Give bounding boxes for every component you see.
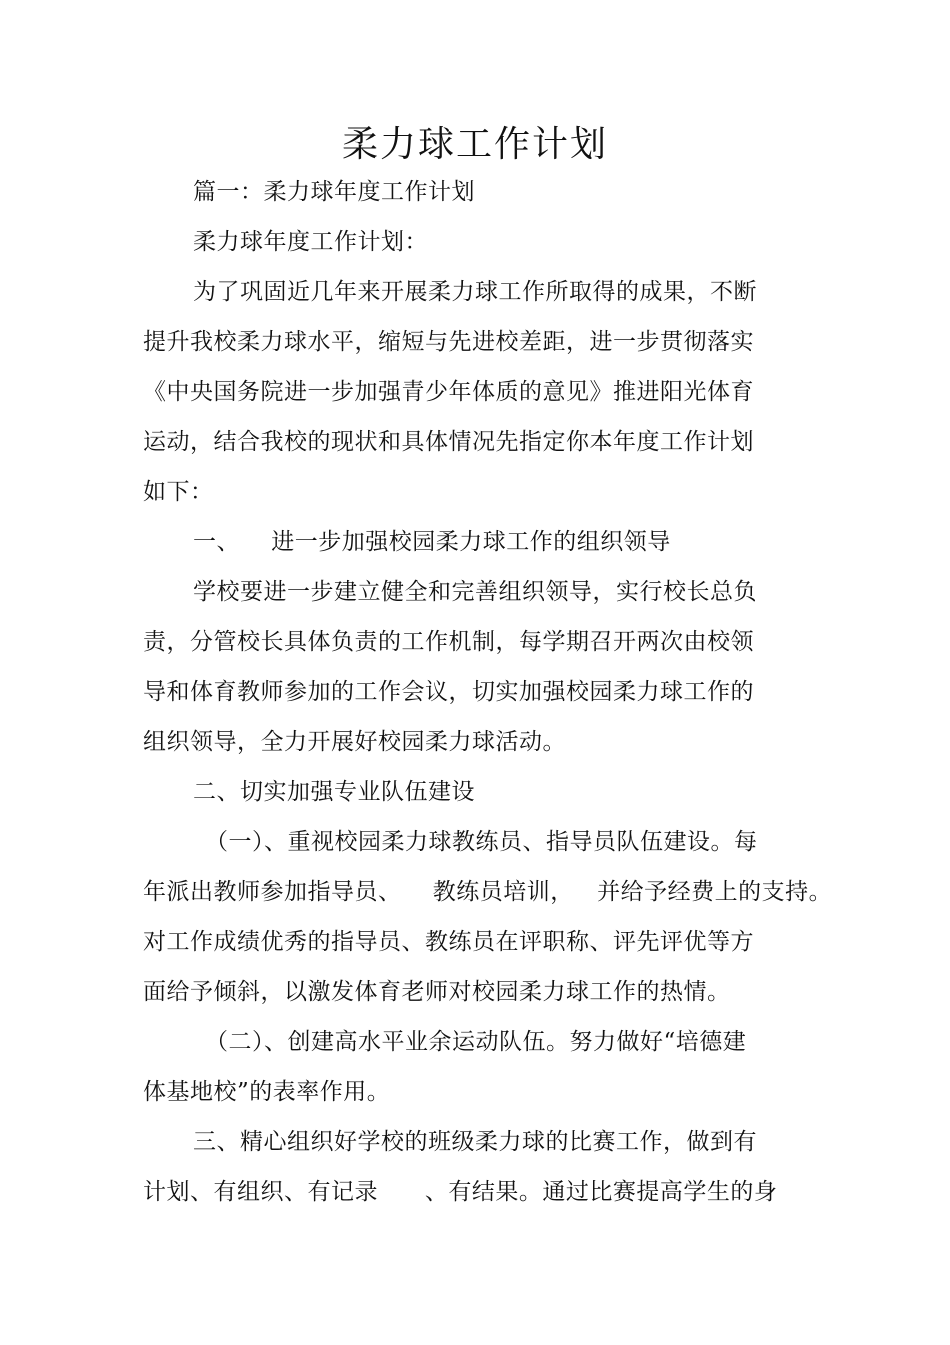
paragraph-line: 《中央国务院进一步加强青少年体质的意见》推进阳光体育 [143,379,754,405]
paragraph-line: 为了巩固近几年来开展柔力球工作所取得的成果，不断 [193,279,757,305]
subheading-three: 三、精心组织好学校的班级柔力球的比赛工作，做到有 [193,1129,757,1155]
paragraph-line: 体基地校”的表率作用。 [143,1079,391,1105]
paragraph-line: 学校要进一步建立健全和完善组织领导，实行校长总负 [193,579,757,605]
subheading-one: 一、 进一步加强校园柔力球工作的组织领导 [193,529,671,555]
paragraph-line: 组织领导，全力开展好校园柔力球活动。 [143,729,566,755]
paragraph-line: （一）、重视校园柔力球教练员、指导员队伍建设。每 [205,829,758,855]
section-heading: 篇一：柔力球年度工作计划 [193,179,475,205]
plan-heading: 柔力球年度工作计划： [193,229,428,255]
paragraph-line: 计划、有组织、有记录 、有结果。通过比赛提高学生的身 [143,1179,778,1205]
paragraph-line: 对工作成绩优秀的指导员、教练员在评职称、评先评优等方 [143,929,754,955]
paragraph-line: 提升我校柔力球水平，缩短与先进校差距，进一步贯彻落实 [143,329,754,355]
paragraph-line: 年派出教师参加指导员、 教练员培训， 并给予经费上的支持。 [143,879,833,905]
paragraph-line: 责，分管校长具体负责的工作机制，每学期召开两次由校领 [143,629,754,655]
document-title: 柔力球工作计划 [341,124,608,165]
subheading-two: 二、切实加强专业队伍建设 [193,779,475,805]
paragraph-line: 运动，结合我校的现状和具体情况先指定你本年度工作计划 [143,429,754,455]
paragraph-line: 导和体育教师参加的工作会议，切实加强校园柔力球工作的 [143,679,754,705]
paragraph-line: 面给予倾斜，以激发体育老师对校园柔力球工作的热情。 [143,979,731,1005]
paragraph-line: 如下： [143,479,214,505]
paragraph-line: （二）、创建高水平业余运动队伍。努力做好“培德建 [205,1029,747,1055]
